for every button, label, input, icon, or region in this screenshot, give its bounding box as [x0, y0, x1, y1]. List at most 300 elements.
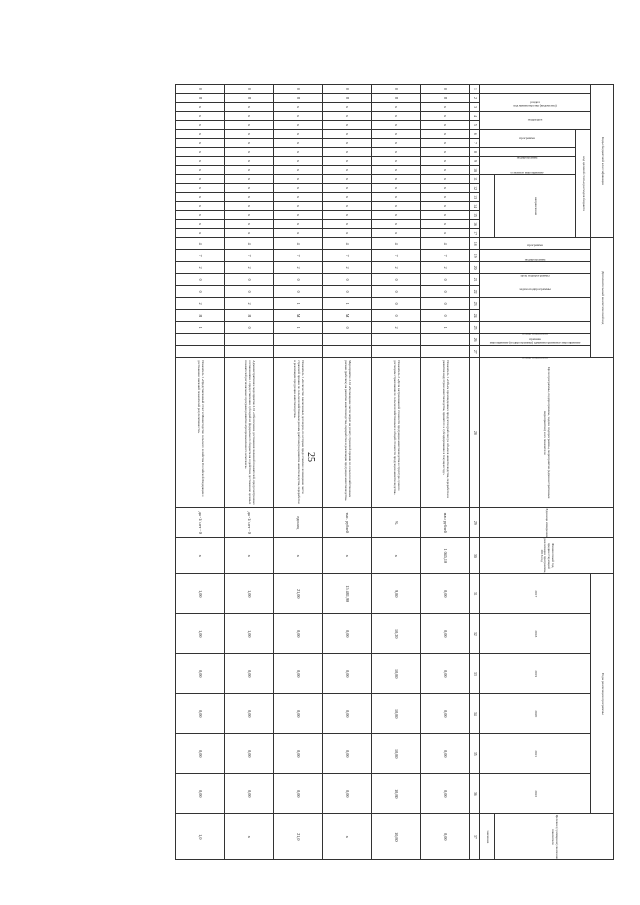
- unit-cell: млн рублей: [421, 508, 470, 538]
- header-year-2018: 2018: [480, 614, 591, 654]
- budget-code-cell: x: [225, 103, 274, 112]
- header-subsection: [480, 112, 591, 130]
- budget-code-cell: x: [225, 112, 274, 121]
- header-year-2022: 2022: [480, 774, 591, 814]
- budget-code-cell: x: [323, 175, 372, 184]
- header-an-task-label: задача подпрограммы: [519, 286, 551, 291]
- header-program-goal: Цели программы, подпрограммы, задачи подпрограммы, мероприятия (административные мероприятия) и их показатели: [480, 358, 614, 508]
- analytic-code-cell: 0: [323, 274, 372, 286]
- year-value-cell: 10,80: [372, 694, 421, 734]
- budget-code-cell: x: [274, 157, 323, 166]
- column-number: 17: [470, 229, 480, 238]
- indicator-name-cell: Показатель 1 «Объем произведенных продуктов (рабочих) и объемов животноводства, переработки и развития индустрии животноводства, принятого к субсидированию в текущем году»: [421, 358, 470, 508]
- column-number: 26: [470, 334, 480, 346]
- year-value-cell: 0,00: [421, 614, 470, 654]
- column-number: 24: [470, 310, 480, 322]
- budget-code-cell: x: [323, 229, 372, 238]
- header-final-label: значение: [480, 814, 495, 860]
- column-number: 15: [470, 211, 480, 220]
- budget-code-cell: x: [372, 157, 421, 166]
- column-number: 2: [470, 94, 480, 103]
- analytic-code-cell: [274, 334, 323, 346]
- analytic-code-cell: 2: [421, 262, 470, 274]
- budget-code-cell: x: [421, 166, 470, 175]
- final-value-cell: 10,80: [372, 814, 421, 860]
- column-number: 4: [470, 112, 480, 121]
- year-value-cell: 10,80: [372, 654, 421, 694]
- budget-code-cell: 8: [274, 94, 323, 103]
- column-number: 9: [470, 157, 480, 166]
- budget-code-cell: x: [323, 166, 372, 175]
- budget-code-cell: x: [274, 220, 323, 229]
- budget-code-cell: x: [274, 103, 323, 112]
- analytic-code-cell: [421, 346, 470, 358]
- column-number: 7: [470, 139, 480, 148]
- indicator-name-cell: Показатель 1 «Представленный отчет в Министерство сельского хозяйства Российской Федерации о достижении значений показателей результативности»: [176, 358, 225, 508]
- year-value-cell: 0,00: [421, 774, 470, 814]
- budget-code-cell: x: [323, 130, 372, 139]
- budget-code-cell: x: [323, 112, 372, 121]
- analytic-code-cell: 0: [323, 286, 372, 298]
- budget-code-cell: x: [274, 229, 323, 238]
- year-value-cell: 0,00: [323, 614, 372, 654]
- year-value-cell: 0,00: [421, 654, 470, 694]
- indicator-name-cell: Административное мероприятие 2.02 «Обеспечение достижения значений показателей, предусмотренных соглашениями о предоставлении субсидий из федерального бюджета на содействие достижению целевых показателей региональных программ развития агропромышленного комплекса»: [225, 358, 274, 508]
- budget-code-cell: x: [274, 166, 323, 175]
- budget-code-cell: x: [176, 148, 225, 157]
- budget-code-cell: x: [274, 175, 323, 184]
- column-number-row: [470, 85, 480, 860]
- budget-code-cell: x: [225, 184, 274, 193]
- analytic-code-cell: 0: [323, 322, 372, 334]
- header-subsection-label: подраздел: [527, 117, 543, 122]
- column-number: 31: [470, 574, 480, 614]
- year-value-cell: 0,00: [274, 614, 323, 654]
- analytic-code-cell: 0: [176, 286, 225, 298]
- header-an-goal-label: цель подпрограммы: [520, 273, 550, 278]
- final-value-cell: 0,00: [421, 814, 470, 860]
- budget-code-cell: x: [323, 148, 372, 157]
- year-value-cell: 0,00: [176, 654, 225, 694]
- analytic-code-cell: 2: [225, 298, 274, 310]
- analytic-code-cell: 0: [421, 286, 470, 298]
- fin-year-cell: x: [372, 538, 421, 574]
- budget-code-cell: x: [421, 148, 470, 157]
- budget-code-cell: x: [421, 139, 470, 148]
- table-row: [372, 85, 421, 860]
- analytic-code-cell: 1: [274, 298, 323, 310]
- analytic-code-cell: [323, 334, 372, 346]
- analytic-code-cell: 4: [421, 238, 470, 250]
- analytic-code-cell: 0: [274, 274, 323, 286]
- year-value-cell: 1,00: [176, 574, 225, 614]
- budget-code-cell: x: [176, 175, 225, 184]
- analytic-code-cell: 7: [323, 250, 372, 262]
- budget-code-cell: x: [225, 193, 274, 202]
- header-an-indicator-num-2: [480, 346, 591, 358]
- budget-code-cell: x: [421, 121, 470, 130]
- analytic-code-cell: 4: [372, 238, 421, 250]
- header-directions: направление: [495, 175, 576, 238]
- column-number: 33: [470, 654, 480, 694]
- header-final-value: Целевое (суммарное) значение показателя: [495, 814, 614, 860]
- year-value-cell: 1,00: [176, 614, 225, 654]
- budget-code-cell: x: [225, 175, 274, 184]
- table-row: [274, 85, 323, 860]
- year-value-cell: 10,80: [372, 734, 421, 774]
- year-value-cell: 0,00: [421, 574, 470, 614]
- column-number: 5: [470, 121, 480, 130]
- budget-code-cell: 0: [372, 85, 421, 94]
- analytic-code-cell: 7: [176, 250, 225, 262]
- analytic-code-cell: 4: [225, 238, 274, 250]
- header-an-sign-label: признак: [529, 337, 541, 342]
- column-number: 18: [470, 238, 480, 250]
- analytic-code-cell: 1: [421, 322, 470, 334]
- year-value-cell: 0,00: [274, 654, 323, 694]
- table-row: [225, 85, 274, 860]
- unit-cell: да -1/ нет - 0: [176, 508, 225, 538]
- year-value-cell: 0,00: [421, 694, 470, 734]
- budget-code-cell: x: [421, 193, 470, 202]
- budget-code-cell: 0: [421, 85, 470, 94]
- indicator-name-cell: Мероприятие 2.04 «Возмещение части затрат на уплату страховой премии по сельскохозяйственным рискам (рабочим) на развитие животноводства, переработки и реализации продукции животноводства»: [323, 358, 372, 508]
- column-number: 10: [470, 166, 480, 175]
- column-number: 22: [470, 286, 480, 298]
- header-year-2017: 2017: [480, 574, 591, 614]
- budget-code-cell: x: [421, 220, 470, 229]
- budget-code-cell: x: [372, 211, 421, 220]
- header-an-subprogram-label: подпрограмма: [524, 257, 546, 262]
- final-value-cell: x: [225, 814, 274, 860]
- budget-code-cell: 0: [176, 85, 225, 94]
- column-number: 21: [470, 274, 480, 286]
- budget-code-cell: x: [225, 148, 274, 157]
- budget-code-cell: 8: [323, 94, 372, 103]
- budget-code-cell: x: [372, 148, 421, 157]
- column-number: 1: [470, 85, 480, 94]
- analytic-code-cell: 0: [176, 274, 225, 286]
- table-row: [421, 85, 470, 860]
- fin-year-cell: x: [225, 538, 274, 574]
- indicator-name-cell: Показатель 2 «Доля застрахованной стоимости продукции животноводства в структуре сумм по договорам страхования по сельскохозяйственным и общей стоимости продукции животноводства»: [372, 358, 421, 508]
- budget-code-cell: x: [176, 193, 225, 202]
- final-value-cell: 1,0: [176, 814, 225, 860]
- header-an-goal: [480, 262, 591, 278]
- fin-year-cell: x: [176, 538, 225, 574]
- program-indicators-table: [175, 84, 614, 860]
- analytic-code-cell: 0: [421, 298, 470, 310]
- year-value-cell: 0,00: [176, 734, 225, 774]
- program-indicators-table-frame: [114, 84, 614, 860]
- table-row: [176, 85, 225, 860]
- year-value-cell: 0,00: [176, 774, 225, 814]
- budget-code-cell: x: [176, 121, 225, 130]
- column-number: 23: [470, 298, 480, 310]
- budget-code-cell: 8: [372, 94, 421, 103]
- year-value-cell: 1,00: [225, 614, 274, 654]
- column-number: 34: [470, 694, 480, 734]
- budget-code-cell: 0: [274, 85, 323, 94]
- analytic-code-cell: 0: [372, 274, 421, 286]
- column-number: 11: [470, 175, 480, 184]
- budget-code-cell: x: [372, 130, 421, 139]
- budget-code-cell: x: [372, 229, 421, 238]
- header-section-label: раздел: [530, 99, 540, 104]
- analytic-code-cell: 7: [274, 250, 323, 262]
- budget-code-cell: x: [225, 157, 274, 166]
- budget-code-cell: x: [274, 202, 323, 211]
- year-value-cell: 0,00: [225, 654, 274, 694]
- analytic-code-cell: 0: [274, 286, 323, 298]
- analytic-code-cell: [225, 346, 274, 358]
- header-directions-sub: [480, 175, 495, 238]
- analytic-code-cell: 0: [372, 286, 421, 298]
- year-value-cell: 10,80: [372, 774, 421, 814]
- budget-code-cell: 0: [225, 85, 274, 94]
- budget-code-cell: x: [225, 229, 274, 238]
- column-number: 35: [470, 734, 480, 774]
- column-number: 25: [470, 322, 480, 334]
- fin-year-cell: x: [274, 538, 323, 574]
- budget-code-cell: x: [372, 166, 421, 175]
- column-number: 12: [470, 184, 480, 193]
- budget-code-cell: x: [421, 202, 470, 211]
- header-an-program-label: программа: [527, 243, 543, 248]
- page-number: 25: [305, 452, 316, 462]
- header-program: [480, 130, 576, 148]
- budget-code-cell: x: [421, 103, 470, 112]
- year-value-cell: 0,00: [323, 654, 372, 694]
- analytic-code-cell: [225, 334, 274, 346]
- budget-code-cell: x: [176, 139, 225, 148]
- analytic-code-cell: [372, 334, 421, 346]
- analytic-code-cell: 7: [372, 250, 421, 262]
- analytic-code-cell: 2: [372, 262, 421, 274]
- header-unit: Единица измерения: [480, 508, 614, 538]
- header-analytic-code: Дополнительный аналитический код: [591, 238, 614, 358]
- budget-code-cell: x: [421, 229, 470, 238]
- analytic-code-cell: 0: [421, 310, 470, 322]
- column-number: 16: [470, 220, 480, 229]
- year-value-cell: 0,00: [323, 694, 372, 734]
- year-value-cell: 0,00: [225, 694, 274, 734]
- column-number: 27: [470, 346, 480, 358]
- analytic-code-cell: 1: [176, 322, 225, 334]
- analytic-code-cell: 1: [274, 322, 323, 334]
- budget-code-cell: x: [225, 139, 274, 148]
- column-number: 30: [470, 538, 480, 574]
- analytic-code-cell: Я: [176, 310, 225, 322]
- analytic-code-cell: 0: [225, 286, 274, 298]
- budget-code-cell: x: [274, 121, 323, 130]
- unit-cell: %: [372, 508, 421, 538]
- year-value-cell: 0,00: [225, 774, 274, 814]
- analytic-code-cell: 7: [421, 250, 470, 262]
- budget-code-cell: x: [323, 103, 372, 112]
- unit-cell: тыс. рублей: [323, 508, 372, 538]
- analytic-code-cell: 2: [323, 262, 372, 274]
- year-value-cell: 9,80: [372, 574, 421, 614]
- analytic-code-cell: 4: [176, 238, 225, 250]
- column-number: 37: [470, 814, 480, 860]
- final-value-cell: 21,0: [274, 814, 323, 860]
- budget-code-cell: 8: [421, 94, 470, 103]
- header-an-indicator-num-label: номер показателя: [522, 331, 548, 336]
- column-number: 19: [470, 250, 480, 262]
- final-value-cell: x: [323, 814, 372, 860]
- budget-code-cell: x: [372, 121, 421, 130]
- column-number: 13: [470, 193, 480, 202]
- budget-code-cell: x: [372, 220, 421, 229]
- budget-code-cell: x: [274, 139, 323, 148]
- year-value-cell: 0,00: [274, 694, 323, 734]
- analytic-code-cell: 1: [323, 298, 372, 310]
- header-main-event-label: основное мероприятие: [510, 170, 545, 175]
- analytic-code-cell: 2: [176, 298, 225, 310]
- column-number: 6: [470, 130, 480, 139]
- header-year-2021: 2021: [480, 734, 591, 774]
- column-number: 14: [470, 202, 480, 211]
- budget-code-cell: x: [372, 112, 421, 121]
- budget-code-cell: 8: [225, 94, 274, 103]
- column-number: 36: [470, 774, 480, 814]
- analytic-code-cell: М: [274, 310, 323, 322]
- budget-code-cell: x: [323, 184, 372, 193]
- budget-code-cell: x: [225, 202, 274, 211]
- analytic-code-cell: [176, 334, 225, 346]
- year-value-cell: 0,00: [274, 774, 323, 814]
- analytic-code-cell: 2: [225, 262, 274, 274]
- header-an-indicator-num-2-label: номер показателя: [522, 355, 548, 360]
- analytic-code-cell: Я: [225, 310, 274, 322]
- header-program-label: программа: [519, 135, 536, 140]
- year-value-cell: 0,00: [225, 734, 274, 774]
- analytic-code-cell: 0: [372, 310, 421, 322]
- budget-code-cell: x: [323, 220, 372, 229]
- year-value-cell: 21,00: [274, 574, 323, 614]
- header-year-2019: 2019: [480, 654, 591, 694]
- budget-code-cell: 0: [323, 85, 372, 94]
- unit-cell: единиц: [274, 508, 323, 538]
- budget-code-cell: x: [372, 103, 421, 112]
- analytic-code-cell: 2: [372, 322, 421, 334]
- budget-code-cell: x: [274, 130, 323, 139]
- budget-code-cell: x: [372, 175, 421, 184]
- analytic-code-cell: [274, 346, 323, 358]
- indicator-name-cell: Показатель 1 «Количество заключенных договоров, по которым предоставлено возмещение части страховой премии по сельскохозяйственным рискам (рабочим) на развитие животноводства, переработки и реализации продукции животноводства»: [274, 358, 323, 508]
- analytic-code-cell: [323, 346, 372, 358]
- budget-code-cell: x: [176, 211, 225, 220]
- budget-code-cell: x: [421, 112, 470, 121]
- budget-code-cell: 8: [176, 94, 225, 103]
- budget-code-cell: x: [323, 121, 372, 130]
- budget-code-cell: x: [323, 157, 372, 166]
- budget-code-cell: x: [372, 193, 421, 202]
- column-number: 20: [470, 262, 480, 274]
- budget-code-cell: x: [225, 211, 274, 220]
- analytic-code-cell: 0: [372, 298, 421, 310]
- budget-code-cell: x: [176, 166, 225, 175]
- analytic-code-cell: 4: [323, 238, 372, 250]
- header-fin-year: Финансовый год, предшествующий реализации программы, 2016 год: [480, 538, 614, 574]
- analytic-code-cell: [176, 346, 225, 358]
- fin-year-cell: 1 045,10: [421, 538, 470, 574]
- column-number: 28: [470, 358, 480, 508]
- year-value-cell: 0,00: [421, 734, 470, 774]
- header-section: [480, 94, 591, 112]
- header-subprogram: [480, 148, 576, 160]
- header-an-subprogram: [480, 250, 591, 262]
- budget-code-cell: x: [225, 121, 274, 130]
- header-ministry-code-label: код министерства (ведомства): [513, 103, 557, 108]
- budget-code-cell: x: [323, 202, 372, 211]
- budget-code-cell: x: [176, 184, 225, 193]
- budget-code-cell: x: [421, 175, 470, 184]
- column-number: 29: [470, 508, 480, 538]
- budget-code-cell: x: [176, 220, 225, 229]
- budget-code-cell: x: [372, 184, 421, 193]
- year-value-cell: 0,00: [323, 774, 372, 814]
- year-value-cell: 0,00: [323, 734, 372, 774]
- header-article: код целевой статьи расходов бюджета: [576, 130, 591, 238]
- header-budget-codes: Коды бюджетной классификации: [591, 85, 614, 238]
- budget-code-cell: x: [176, 202, 225, 211]
- year-value-cell: 0,00: [274, 734, 323, 774]
- year-value-cell: 10,20: [372, 614, 421, 654]
- table-row: [323, 85, 372, 860]
- analytic-code-cell: 4: [274, 238, 323, 250]
- budget-code-cell: x: [225, 166, 274, 175]
- column-number: 32: [470, 614, 480, 654]
- header-an-indicator-num: [480, 322, 591, 334]
- analytic-code-cell: 2: [176, 262, 225, 274]
- budget-code-cell: x: [421, 157, 470, 166]
- budget-code-cell: x: [176, 130, 225, 139]
- budget-code-cell: x: [323, 193, 372, 202]
- budget-code-cell: x: [274, 193, 323, 202]
- year-value-cell: 1,00: [225, 574, 274, 614]
- analytic-code-cell: 0: [421, 274, 470, 286]
- budget-code-cell: x: [274, 112, 323, 121]
- header-year-2020: 2020: [480, 694, 591, 734]
- budget-code-cell: x: [274, 184, 323, 193]
- analytic-code-cell: М: [323, 310, 372, 322]
- budget-code-cell: x: [176, 112, 225, 121]
- budget-code-cell: x: [176, 157, 225, 166]
- column-number: 8: [470, 148, 480, 157]
- budget-code-cell: x: [176, 103, 225, 112]
- analytic-code-cell: [421, 334, 470, 346]
- budget-code-cell: x: [323, 211, 372, 220]
- header-subprogram-label: подпрограмма: [517, 155, 538, 160]
- analytic-code-cell: 0: [225, 322, 274, 334]
- unit-cell: да -1/ нет - 0: [225, 508, 274, 538]
- budget-code-cell: x: [225, 220, 274, 229]
- year-value-cell: 15 481,90: [323, 574, 372, 614]
- analytic-code-cell: 0: [225, 274, 274, 286]
- budget-code-cell: x: [274, 211, 323, 220]
- column-number: 3: [470, 103, 480, 112]
- budget-code-cell: x: [176, 229, 225, 238]
- budget-code-cell: x: [225, 130, 274, 139]
- budget-code-cell: x: [323, 139, 372, 148]
- year-value-cell: 0,00: [176, 694, 225, 734]
- budget-code-cell: x: [372, 139, 421, 148]
- budget-code-cell: x: [372, 202, 421, 211]
- fin-year-cell: x: [323, 538, 372, 574]
- header-an-program: [480, 238, 591, 250]
